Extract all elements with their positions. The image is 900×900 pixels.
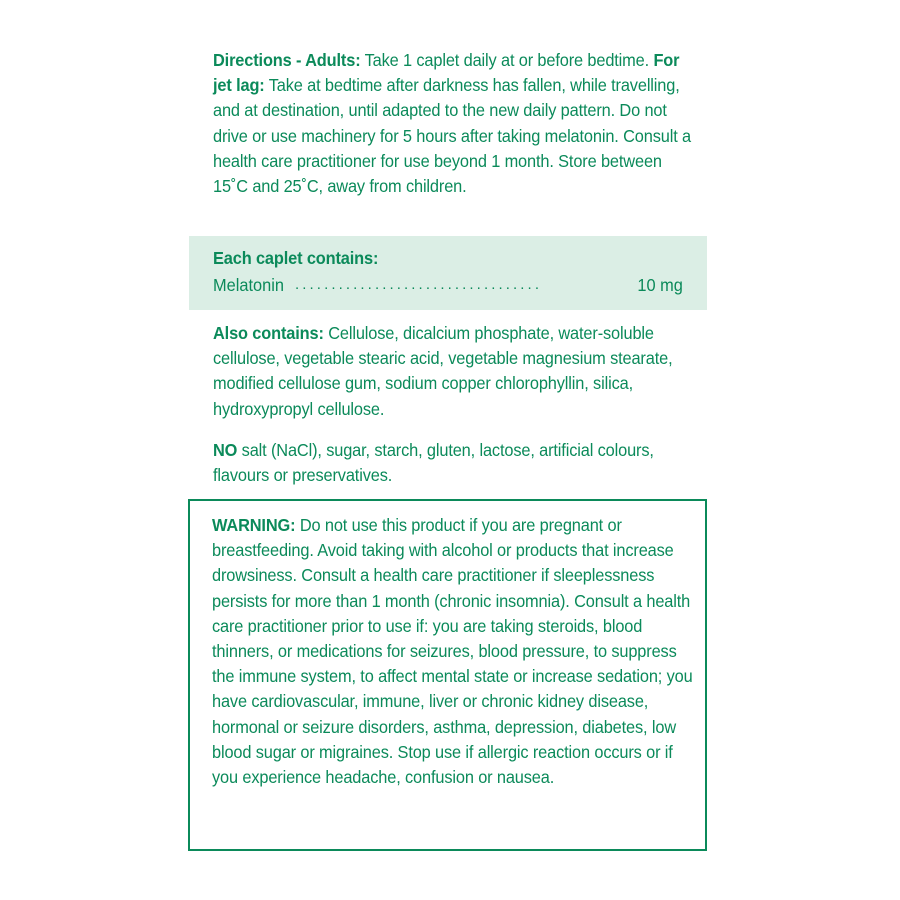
warning-text: Do not use this product if you are pregnant or breastfeeding. Avoid taking with alcohol or products that increase drowsiness. Consult a health care practitioner if sleeplessness persists for more than 1 month (chronic insomnia). Consult a health care practitioner prior to use if: you are taking steroids, blood thinners, or medications for seizures, blood pressure, to suppress the immune system, to affect mental state or increase sedation; you have cardiovascular, immune, liver or chronic kidney disease, hormonal or seizure disorders, asthma, depression, diabetes, low blood sugar or migraines. Stop use if allergic reaction occurs or if you experience headache, confusion or nausea. (212, 515, 693, 788)
free-from-paragraph (213, 438, 697, 488)
warning-box (188, 499, 707, 851)
directions-text: Take 1 caplet daily at or before bedtime. (360, 50, 654, 70)
warning-heading: WARNING: (212, 515, 296, 535)
also-contains-text: Cellulose, dicalcium phosphate, water-soluble cellulose, vegetable stearic acid, vegetable magnesium stearate, modified cellulose gum, sodium copper chlorophyllin, silica, hydroxypropyl cellulose. (213, 323, 673, 419)
also-contains-heading: Also contains: (213, 323, 324, 343)
directions-heading: Directions - Adults: (213, 50, 361, 70)
caplet-contents-box (189, 236, 707, 310)
free-from-heading: NO (213, 440, 238, 460)
caplet-contents-title: Each caplet contains: (213, 248, 379, 268)
ingredient-name: Melatonin (213, 275, 284, 295)
ingredient-row (213, 273, 683, 298)
jet-lag-text: Take at bedtime after darkness has fallen, while travelling, and at destination, until adapted to the new daily pattern. Do not drive or use machinery for 5 hours after taking melatonin. Consult a health care practitioner for use beyond 1 month. Store between 15˚C and 25˚C, away from children. (213, 75, 691, 197)
also-contains-paragraph (213, 321, 697, 422)
jet-lag-heading: For jet lag: (213, 50, 680, 96)
caplet-contents (213, 246, 683, 295)
directions-paragraph (213, 48, 697, 199)
ingredient-amount: 10 mg (637, 275, 683, 295)
ingredient-leader-dots: .................................. (295, 276, 543, 293)
free-from-text: salt (NaCl), sugar, starch, gluten, lactose, artificial colours, flavours or preservatives. (213, 440, 654, 486)
warning-paragraph (212, 513, 696, 790)
